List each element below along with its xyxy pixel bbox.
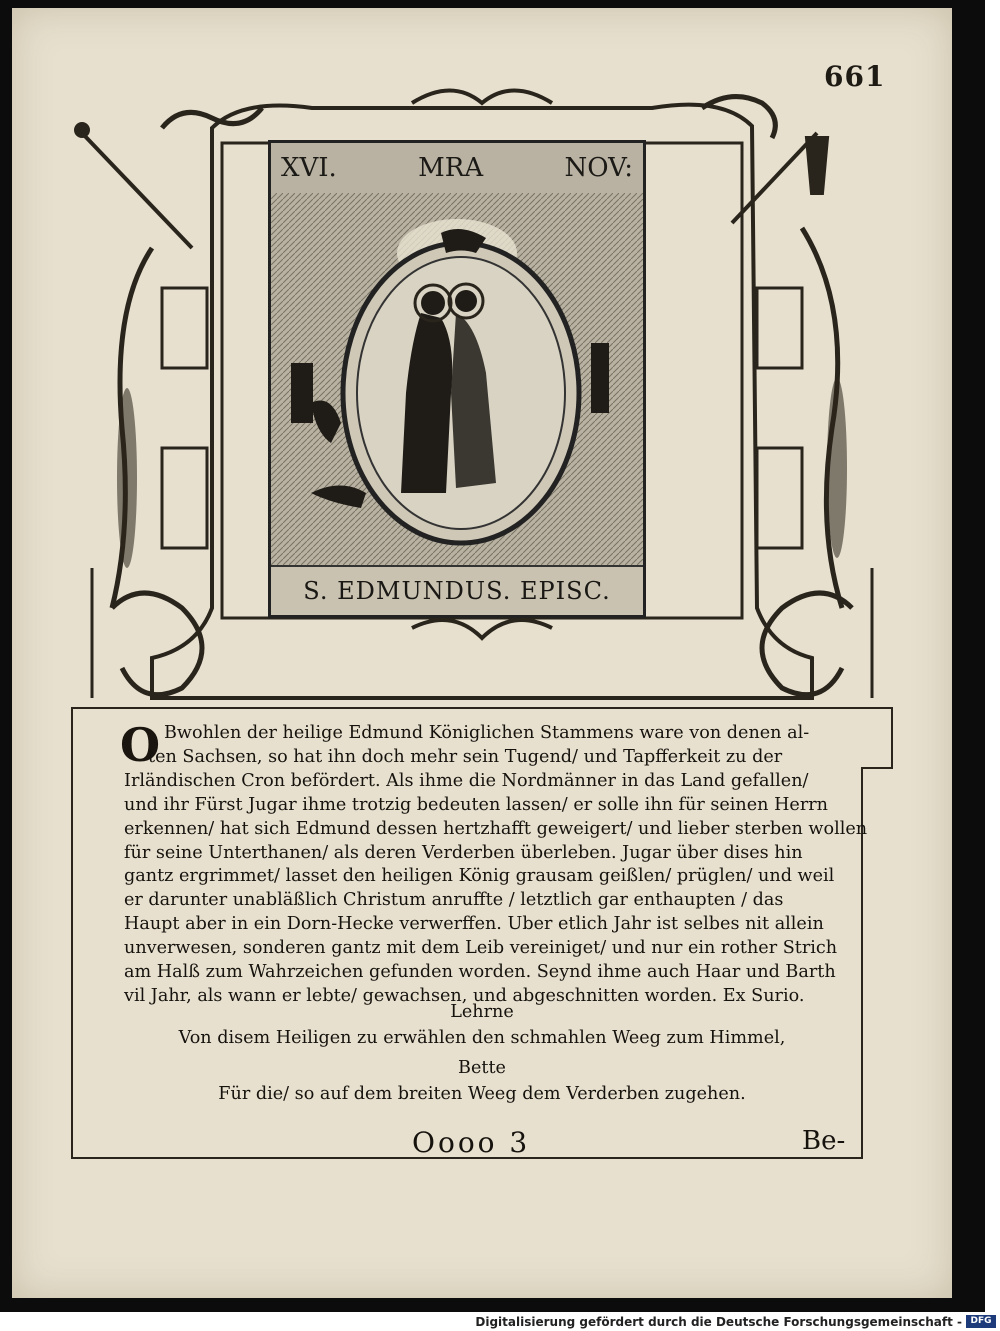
text-line: unverwesen, sonderen gantz mit dem Leib vereiniget/ und nur ein rother Strich — [124, 938, 838, 959]
catchword: Be- — [802, 1126, 846, 1156]
text-line: gantz ergrimmet/ lasset den heiligen König grausam geißlen/ prüglen/ und weil — [124, 866, 835, 887]
engraving-caption: S. EDMUNDUS. EPISC. — [271, 565, 643, 615]
text-line: er darunter unabläßlich Christum anruffte / letztlich gar enthaupten / das — [124, 890, 784, 911]
legend-paragraph — [124, 722, 868, 1009]
bette-heading: Bette — [458, 1058, 506, 1078]
lehrne-text: Von disem Heiligen zu erwählen den schmahlen Weeg zum Himmel, — [178, 1028, 786, 1048]
saint-engraving — [268, 140, 646, 618]
footer-credit: Digitalisierung gefördert durch die Deutsche Forschungsgemeinschaft - — [475, 1315, 962, 1329]
text-line: ten Sachsen, so hat ihn doch mehr sein Tugend/ und Tapfferkeit zu der — [148, 746, 783, 767]
text-line: für seine Unterthanen/ als deren Verderben überleben. Jugar über dises hin — [124, 842, 803, 863]
engraving-illustration — [271, 193, 643, 571]
text-line: am Halß zum Wahrzeichen gefunden worden. Seynd ihme auch Haar und Barth — [124, 962, 836, 983]
date-right: NOV: — [564, 153, 633, 183]
text-line: erkennen/ hat sich Edmund dessen hertzhafft geweigert/ und lieber sterben wollen — [124, 818, 868, 839]
drop-capital: O — [120, 718, 161, 772]
text-line: vil Jahr, als wann er lebte/ gewachsen, und abgeschnitten worden. Ex Surio. — [124, 985, 805, 1006]
book-page — [12, 8, 952, 1298]
lehrne-heading: Lehrne — [450, 1002, 514, 1022]
dfg-logo-icon: DFG — [966, 1315, 996, 1328]
page-number: 661 — [824, 60, 886, 93]
digitization-footer — [0, 1312, 1000, 1331]
bette-text: Für die/ so auf dem breiten Weeg dem Verderben zugehen. — [218, 1084, 746, 1104]
marian-monogram: MRA — [418, 153, 484, 183]
text-line: Bwohlen der heilige Edmund Königlichen Stammens ware von denen al- — [164, 723, 810, 743]
printer-signature-mark: Oooo 3 — [412, 1126, 531, 1159]
date-left: XVI. — [281, 153, 337, 183]
text-line: Irländischen Cron befördert. Als ihme die Nordmänner in das Land gefallen/ — [124, 770, 809, 791]
engraving-header — [271, 143, 643, 193]
text-line: Haupt aber in ein Dorn-Hecke verwerffen. Uber etlich Jahr ist selbes nit allein — [124, 914, 824, 935]
text-line: und ihr Fürst Jugar ihme trotzig bedeuten lassen/ er solle ihn für seinen Herrn — [124, 794, 828, 815]
